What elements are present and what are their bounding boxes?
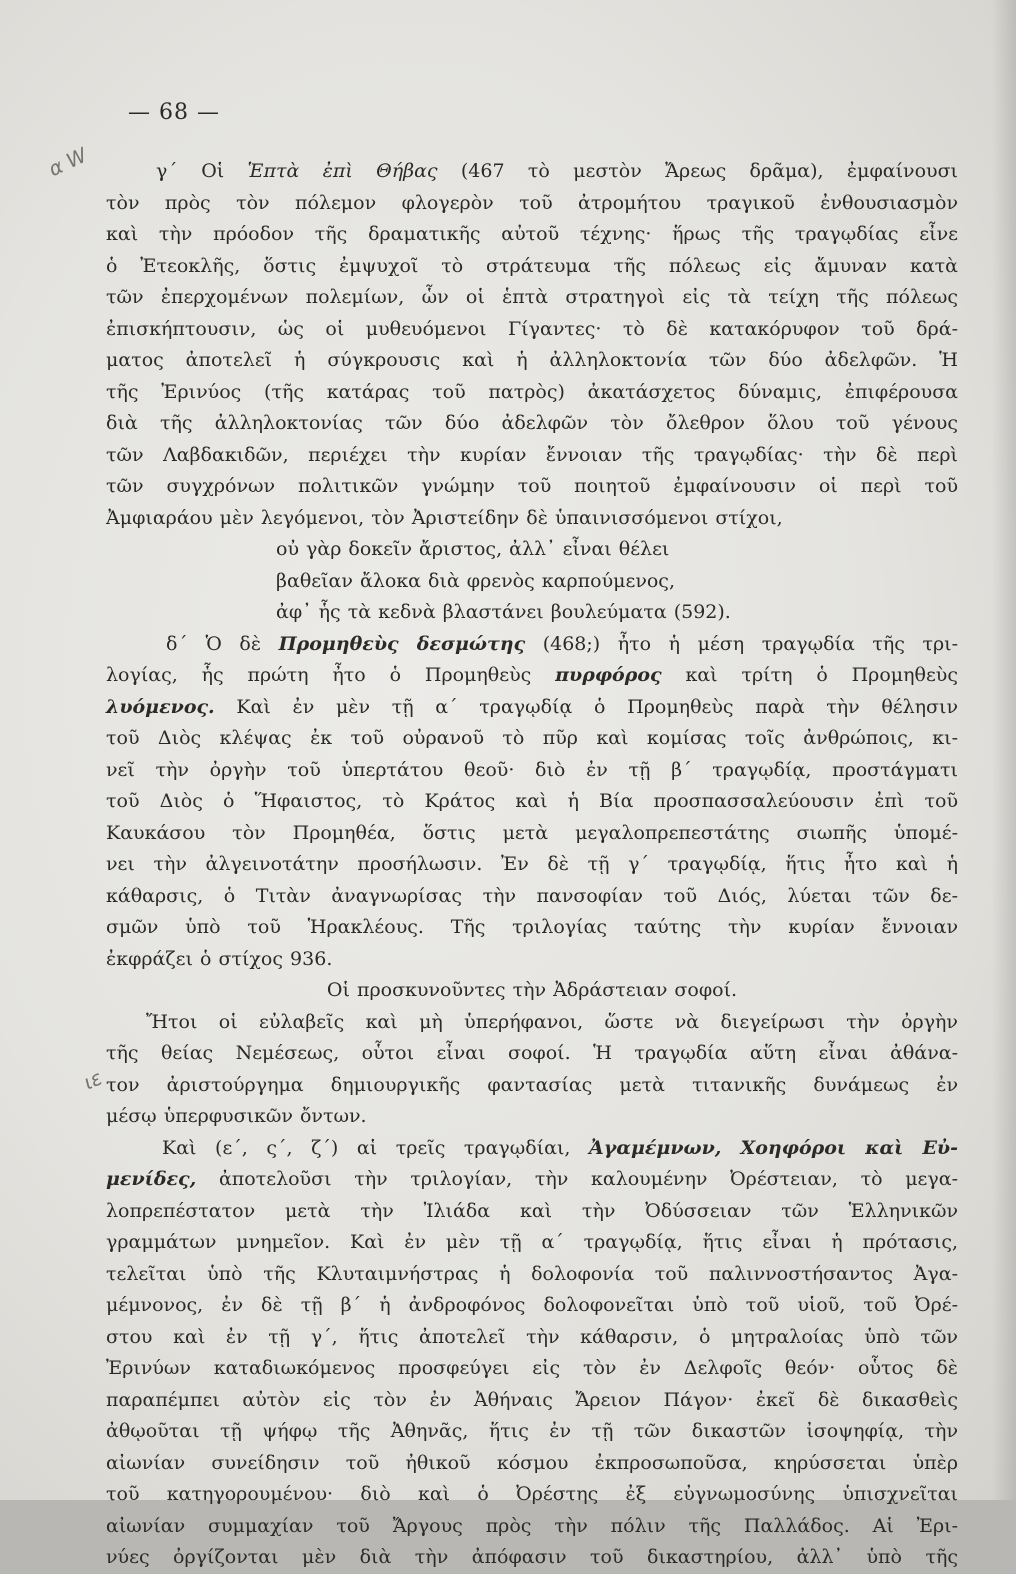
text-span: Οἱ <box>201 160 225 182</box>
text-line: ἐκφράζει ὁ στίχος 936. <box>106 947 333 970</box>
text-line: παραπέμπει αὐτὸν εἰς τὸν ἐν Ἀθήναις Ἄρειον Πάγον· ἐκεῖ δὲ δικασθεὶς <box>106 1388 958 1411</box>
margin-note-top: α W <box>44 142 91 182</box>
text-line: μέσῳ ὑπερφυσικῶν ὄντων. <box>106 1105 367 1127</box>
text-line: τοῦ Διὸς ὁ Ἥφαιστος, τὸ Κράτος καὶ ἡ Βία προσπασσαλεύουσιν ἐπὶ τοῦ <box>106 790 958 812</box>
text-line: αἰωνίαν συνείδησιν τοῦ ἠθικοῦ κόσμου ἐκπροσωποῦσα, κηρύσσεται ὑπὲρ <box>106 1451 958 1474</box>
text-line: ὁ Ἐτεοκλῆς, ὅστις ἐμψυχοῖ τὸ στράτευμα τῆς πόλεως εἰς ἄμυναν κατὰ <box>106 254 958 277</box>
section-label: δ΄ <box>166 632 188 655</box>
text-span: Καὶ (ε΄, ς΄, ζ΄) αἱ τρεῖς τραγῳδίαι, <box>162 1136 571 1159</box>
text-line <box>106 1133 958 1165</box>
text-line: Ἀμφιαράου μὲν λεγόμενοι, τὸν Ἀριστείδην δὲ ὑπαινισσόμενοι στίχοι, <box>106 506 783 529</box>
text-line: τῆς Ἐρινύος (τῆς κατάρας τοῦ πατρὸς) ἀκατάσχετος δύναμις, ἐπιφέρουσα <box>106 380 958 403</box>
text-line: νει τὴν ἀλγεινοτάτην προσήλωσιν. Ἐν δὲ τῇ γ΄ τραγῳδίᾳ, ἥτις ἦτο καὶ ἡ <box>106 853 958 875</box>
text-line: τῶν συγχρόνων πολιτικῶν γνώμην τοῦ ποιητοῦ ἐμφαίνουσιν οἱ περὶ τοῦ <box>106 475 958 497</box>
text-line <box>106 629 958 661</box>
work-title: Ἑπτὰ ἐπὶ Θήβας <box>247 160 438 182</box>
verse-line: ἀφ᾽ ἧς τὰ κεδνὰ βλαστάνει βουλεύματα (592). <box>276 601 731 623</box>
work-title: μενίδες, <box>106 1168 197 1190</box>
text-span: Καὶ ἐν μὲν τῇ α΄ τραγῳδίᾳ ὁ Προμηθεὺς παρὰ τὴν θέλησιν <box>236 695 959 718</box>
text-line <box>106 156 958 188</box>
text-line: τοῦ Διὸς κλέψας ἐκ τοῦ οὐρανοῦ τὸ πῦρ καὶ κομίσας τοῖς ἀνθρώποις, κι- <box>106 727 958 749</box>
text-span: (467 τὸ μεστὸν Ἄρεως δρᾶμα), ἐμφαίνουσι <box>460 160 958 182</box>
work-title: Ἀγαμέμνων, Χοηφόροι καὶ Εὐ- <box>589 1136 958 1159</box>
quote-line: Οἱ προσκυνοῦντες τὴν Ἀδράστειαν σοφοί. <box>326 979 738 1001</box>
text-line: στου καὶ ἐν τῇ γ΄, ἥτις ἀποτελεῖ τὴν κάθαρσιν, ὁ μητραλοίας ὑπὸ τῶν <box>106 1325 958 1348</box>
text-line: τῶν Λαβδακιδῶν, περιέχει τὴν κυρίαν ἔννοιαν τῆς τραγῳδίας· τὴν δὲ περὶ <box>106 443 958 466</box>
text-span: λογίας, ἧς πρώτη ἦτο ὁ Προμηθεὺς <box>106 664 532 686</box>
verse-line: οὐ γὰρ δοκεῖν ἄριστος, ἀλλ᾽ εἶναι θέλει <box>276 538 670 560</box>
text-line: ἐπισκήπτουσιν, ὡς οἱ μυθευόμενοι Γίγαντες· τὸ δὲ κατακόρυφον τοῦ δρά- <box>106 317 958 340</box>
text-line: ματος ἀποτελεῖ ἡ σύγκρουσις καὶ ἡ ἀλληλοκτονία τῶν δύο ἀδελφῶν. Ἡ <box>106 349 958 371</box>
text-line: νύες ὀργίζονται μὲν διὰ τὴν ἀπόφασιν τοῦ δικαστηρίου, ἀλλ᾽ ὑπὸ τῆς <box>106 1546 958 1568</box>
text-line: γραμμάτων μνημεῖον. Καὶ ἐν μὲν τῇ α΄ τραγῳδίᾳ, ἥτις εἶναι ἡ πρότασις, <box>106 1231 958 1253</box>
verse-line: βαθεῖαν ἄλοκα διὰ φρενὸς καρπούμενος, <box>276 569 675 592</box>
work-title: Προμηθεὺς δεσμώτης <box>278 632 526 655</box>
text-line: διὰ τῆς ἀλληλοκτονίας τῶν δύο ἀδελφῶν τὸν ὄλεθρον ὅλου τοῦ γένους <box>106 412 958 434</box>
text-line: τῶν ἐπερχομένων πολεμίων, ὧν οἱ ἑπτὰ στρατηγοὶ εἰς τὰ τείχη τῆς πόλεως <box>106 286 958 308</box>
margin-note-middle: ιε <box>79 1065 106 1095</box>
text-line: τον ἀριστούργημα δημιουργικῆς φαντασίας μετὰ τιτανικῆς δυνάμεως ἐν <box>106 1073 958 1096</box>
text-line: τελεῖται ὑπὸ τῆς Κλυταιμνήστρας ἡ δολοφονία τοῦ παλιννοστήσαντος Ἀγα- <box>106 1262 958 1285</box>
text-span: καὶ τρίτη ὁ Προμηθεὺς <box>685 664 958 686</box>
text-line: αἰωνίαν συμμαχίαν τοῦ Ἄργους πρὸς τὴν πόλιν τῆς Παλλάδος. Αἱ Ἐρι- <box>106 1514 958 1537</box>
text-line: Ἤτοι οἱ εὐλαβεῖς καὶ μὴ ὑπερήφανοι, ὥστε νὰ διεγείρωσι τὴν ὀργὴν <box>146 1010 958 1033</box>
text-line: καὶ τὴν πρόοδον τῆς δραματικῆς αὐτοῦ τέχνης· ἥρως τῆς τραγῳδίας εἶνε <box>106 223 958 245</box>
text-line <box>106 660 958 692</box>
body-text <box>106 156 958 1574</box>
text-line: τὸν πρὸς τὸν πόλεμον φλογερὸν τοῦ ἀτρομήτου τραγικοῦ ἐνθουσιασμὸν <box>106 191 958 214</box>
text-span: Ὁ δὲ <box>205 632 262 655</box>
text-line: τοῦ κατηγορουμένου· διὸ καὶ ὁ Ὀρέστης ἐξ εὐγνωμοσύνης ὑπισχνεῖται <box>106 1483 958 1505</box>
text-line: μέμνονος, ἐν δὲ τῇ β΄ ἡ ἀνδροφόνος δολοφονεῖται ὑπὸ τοῦ υἱοῦ, τοῦ Ὀρέ- <box>106 1294 958 1316</box>
text-line: τῆς θείας Νεμέσεως, οὗτοι εἶναι σοφοί. Ἡ τραγῳδία αὕτη εἶναι ἀθάνα- <box>106 1042 958 1064</box>
work-title: πυρφόρος <box>555 664 662 686</box>
work-title: λυόμενος. <box>106 695 215 718</box>
text-line: ἀθῳοῦται τῇ ψήφῳ τῆς Ἀθηνᾶς, ἥτις ἐν τῇ τῶν δικαστῶν ἰσοψηφίᾳ, τὴν <box>106 1420 958 1442</box>
text-line <box>106 692 958 724</box>
text-line: κάθαρσις, ὁ Τιτὰν ἀναγνωρίσας τὴν πανσοφίαν τοῦ Διός, λύεται τῶν δε- <box>106 884 958 907</box>
text-line: Καυκάσου τὸν Προμηθέα, ὅστις μετὰ μεγαλοπρεπεστάτης σιωπῆς ὑπομέ- <box>106 821 958 844</box>
section-label: γ΄ <box>156 160 178 182</box>
text-line: νεῖ τὴν ὀργὴν τοῦ ὑπερτάτου θεοῦ· διὸ ἐν τῇ β΄ τραγῳδίᾳ, προστάγματι <box>106 758 958 781</box>
text-line <box>106 1164 958 1196</box>
text-line: σμῶν ὑπὸ τοῦ Ἡρακλέους. Τῆς τριλογίας ταύτης τὴν κυρίαν ἔννοιαν <box>106 916 958 938</box>
text-line: λοπρεπέστατον μετὰ τὴν Ἰλιάδα καὶ τὴν Ὀδύσσειαν τῶν Ἑλληνικῶν <box>106 1199 958 1222</box>
page-number: — 68 — <box>128 100 220 125</box>
text-line: Ἐρινύων καταδιωκόμενος προσφεύγει εἰς τὸν ἐν Δελφοῖς θεόν· οὗτος δὲ <box>106 1357 958 1379</box>
text-span: (468;) ἦτο ἡ μέση τραγῳδία τῆς τρι- <box>542 632 959 655</box>
text-span: ἀποτελοῦσι τὴν τριλογίαν, τὴν καλουμένην Ὀρέστειαν, τὸ μεγα- <box>218 1168 959 1190</box>
